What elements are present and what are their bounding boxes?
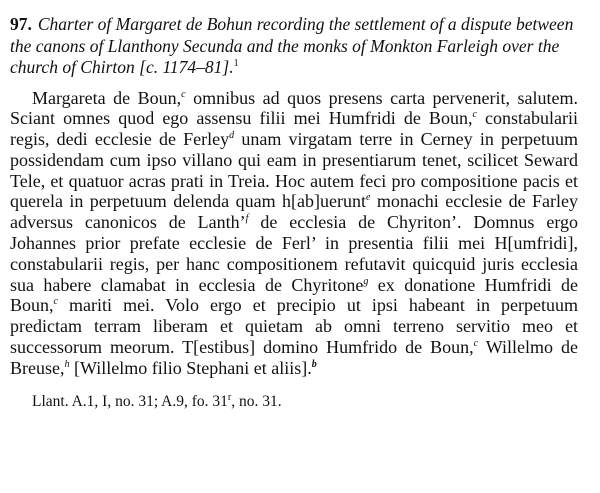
text-segment: unam virgatam terre in Cerney in perpetuum possidendam cum ipso villano qui eam in presentiarum tenet, scilicet Seward Tele, et quatuor acras prati in Treia. Hoc autem feci pro compositione pacis et querela in perpetuum delenda quam h[ab]uerunt xyxy=(10,129,578,212)
text-segment: ex donatione Humfridi de Boun, xyxy=(10,274,578,316)
note-marker: g xyxy=(363,275,369,287)
note-marker: c xyxy=(53,296,58,308)
charter-number: 97. xyxy=(10,14,32,34)
text-segment: constabularii regis, dedi ecclesie de Ferley xyxy=(10,108,578,150)
charter-heading xyxy=(10,14,578,79)
note-marker: e xyxy=(365,192,371,204)
source-sup: r xyxy=(227,391,232,403)
note-marker: c xyxy=(181,88,186,100)
text-segment: de ecclesia de Chyriton’. Domnus ergo Johannes prior prefate ecclesie de Ferl’ in presentia filii mei H[umfridi], constabularii regis, per hanc compositionem refutavit quicquid juris ecclesia sua habere clamabat in ecclesia de Chyritone xyxy=(10,212,578,295)
source-text: , no. 31. xyxy=(231,392,282,410)
source-text: Llant. A.1, I, no. 31; A.9, fo. 31 xyxy=(32,392,228,410)
text-segment: omnibus ad quos presens carta pervenerit, salutem. Sciant omnes quod ego assensu filii mei Humfridi de Boun, xyxy=(10,87,579,129)
charter-title: Charter of Margaret de Bohun recording the settlement of a dispute between the canons of Llanthony Secunda and the monks of Monkton Farleigh over the church of Chirton [c. 1174–81]. xyxy=(10,14,574,77)
text-segment: monachi ecclesie de Farley adversus canonicos de Lanth’ xyxy=(10,191,578,233)
note-marker: c xyxy=(473,338,479,350)
title-footnote-marker: 1 xyxy=(233,58,239,70)
charter-text xyxy=(10,88,578,379)
text-segment: [Willelmo filio Stephani et aliis]. xyxy=(69,357,312,378)
text-segment: mariti mei. Volo ergo et precipio ut ipsi habeant in perpetuum predictam terram liberam et quietam ab omni terreno servitio meo et successorum meorum. T[estibus] domino Humfrido de Boun, xyxy=(10,295,578,358)
note-marker: h xyxy=(64,358,70,370)
text-segment: Willelmo de Breuse, xyxy=(10,337,578,378)
note-marker: c xyxy=(472,109,477,121)
note-marker: d xyxy=(229,130,235,142)
text-segment: Margareta de Boun, xyxy=(32,87,182,108)
note-marker: b xyxy=(311,358,317,370)
source-reference xyxy=(32,393,578,411)
note-marker: f xyxy=(245,213,249,225)
